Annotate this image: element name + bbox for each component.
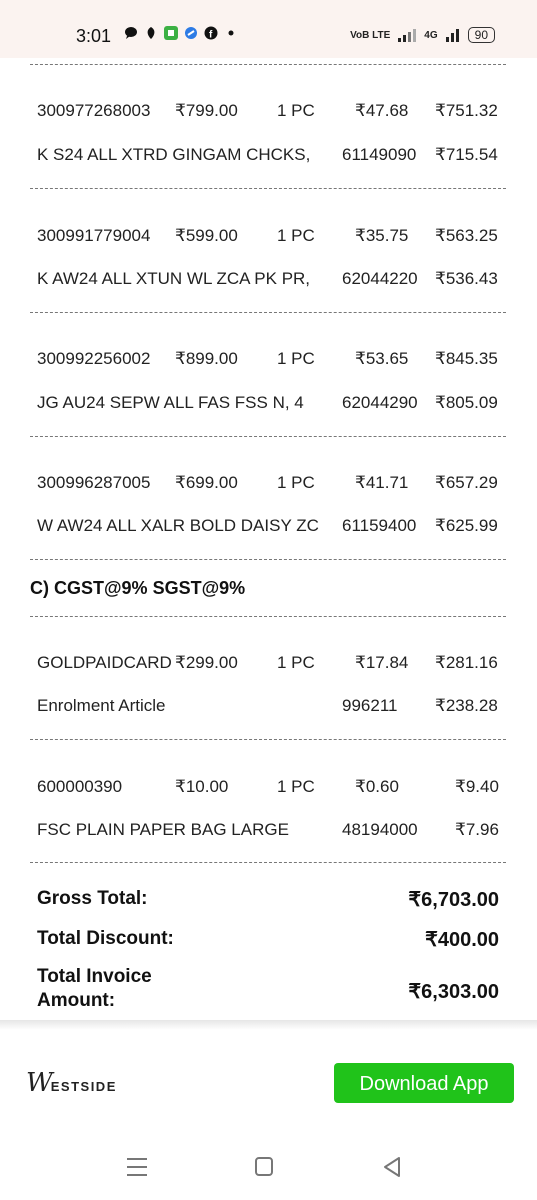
- section-title: C) CGST@9% SGST@9%: [30, 578, 246, 598]
- item-qty: 1 PC: [277, 777, 315, 796]
- dashed-divider: [30, 862, 506, 863]
- status-bar: [0, 0, 537, 58]
- item-net: ₹563.25: [435, 226, 498, 245]
- app-green-icon: [164, 26, 178, 40]
- menu-icon[interactable]: [122, 1152, 152, 1182]
- back-icon[interactable]: [377, 1152, 407, 1182]
- home-icon[interactable]: [249, 1152, 279, 1182]
- item-discount: ₹41.71: [355, 473, 409, 492]
- item-mrp: ₹699.00: [175, 473, 238, 492]
- dashed-divider: [30, 312, 506, 313]
- item-net: ₹751.32: [435, 101, 498, 120]
- item-mrp: ₹899.00: [175, 349, 238, 368]
- item-mrp: ₹799.00: [175, 101, 238, 120]
- item-discount: ₹47.68: [355, 101, 409, 120]
- item-taxable: ₹536.43: [435, 269, 498, 288]
- item-hsn: 48194000: [342, 820, 418, 839]
- item-description: W AW24 ALL XALR BOLD DAISY ZC: [37, 516, 319, 535]
- item-net: ₹845.35: [435, 349, 498, 368]
- dashed-divider: [30, 559, 506, 560]
- item-hsn: 61159400: [342, 516, 417, 535]
- receipt: [0, 58, 537, 1020]
- item-code: 300977268003: [37, 101, 151, 120]
- item-description: FSC PLAIN PAPER BAG LARGE: [37, 820, 289, 839]
- download-app-button[interactable]: Download App: [334, 1063, 514, 1103]
- item-description: K AW24 ALL XTUN WL ZCA PK PR,: [37, 269, 311, 288]
- network-label: VoB LTE: [350, 29, 391, 41]
- item-mrp: ₹10.00: [175, 777, 229, 796]
- item-discount: ₹53.65: [355, 349, 409, 368]
- dashed-divider: [30, 64, 506, 65]
- signal-2-icon: [446, 28, 460, 42]
- item-qty: 1 PC: [277, 101, 315, 120]
- system-nav-bar: [0, 1130, 537, 1200]
- item-qty: 1 PC: [277, 349, 315, 368]
- battery-indicator: 90: [468, 27, 495, 43]
- item-taxable: ₹715.54: [435, 145, 498, 164]
- leaf-icon: [144, 26, 158, 40]
- item-hsn: 62044220: [342, 269, 418, 288]
- item-taxable: ₹625.99: [435, 516, 498, 535]
- footer-shadow: [0, 1020, 537, 1030]
- item-code: 300996287005: [37, 473, 151, 492]
- item-hsn: 996211: [342, 696, 398, 715]
- status-time: 3:01: [76, 26, 112, 46]
- item-discount: ₹17.84: [355, 653, 409, 672]
- gross-total-value: ₹6,703.00: [408, 889, 499, 911]
- item-discount: ₹35.75: [355, 226, 409, 245]
- total-invoice-label-line2: Amount:: [37, 990, 116, 1011]
- signal-icon: [398, 28, 416, 42]
- svg-text:f: f: [209, 29, 213, 40]
- item-qty: 1 PC: [277, 473, 315, 492]
- item-taxable: ₹238.28: [435, 696, 498, 715]
- item-code: GOLDPAIDCARD: [37, 653, 172, 672]
- dashed-divider: [30, 436, 506, 437]
- chat-bubble-icon: [124, 26, 138, 40]
- item-taxable: ₹805.09: [435, 393, 498, 412]
- signal-label: 4G: [424, 29, 438, 41]
- item-code: 300992256002: [37, 349, 151, 368]
- notification-icons: [124, 26, 238, 40]
- total-discount-label: Total Discount:: [37, 928, 174, 949]
- westside-logo: [26, 1068, 117, 1098]
- item-qty: 1 PC: [277, 226, 315, 245]
- item-code: 300991779004: [37, 226, 151, 245]
- more-dot-icon: [224, 26, 238, 40]
- status-right: [350, 27, 495, 43]
- logo-text: ESTSIDE: [50, 1078, 117, 1094]
- dashed-divider: [30, 739, 506, 740]
- item-qty: 1 PC: [277, 653, 315, 672]
- item-hsn: 62044290: [342, 393, 418, 412]
- app-footer: [0, 1030, 537, 1130]
- total-invoice-value: ₹6,303.00: [408, 981, 499, 1003]
- item-hsn: 61149090: [342, 145, 417, 164]
- total-discount-value: ₹400.00: [425, 929, 499, 951]
- app-blue-icon: [184, 26, 198, 40]
- item-net: ₹281.16: [435, 653, 498, 672]
- item-mrp: ₹299.00: [175, 653, 238, 672]
- item-description: Enrolment Article: [37, 696, 166, 715]
- gross-total-label: Gross Total:: [37, 888, 148, 909]
- dashed-divider: [30, 616, 506, 617]
- item-description: K S24 ALL XTRD GINGAM CHCKS,: [37, 145, 311, 164]
- item-description: JG AU24 SEPW ALL FAS FSS N, 4: [37, 393, 304, 412]
- facebook-icon: [204, 26, 218, 40]
- total-invoice-label-line1: Total Invoice: [37, 966, 152, 987]
- item-taxable: ₹7.96: [455, 820, 499, 839]
- item-discount: ₹0.60: [355, 777, 399, 796]
- dashed-divider: [30, 188, 506, 189]
- logo-initial: W: [26, 1068, 53, 1098]
- item-net: ₹657.29: [435, 473, 498, 492]
- item-code: 600000390: [37, 777, 123, 796]
- item-net: ₹9.40: [455, 777, 499, 796]
- item-mrp: ₹599.00: [175, 226, 238, 245]
